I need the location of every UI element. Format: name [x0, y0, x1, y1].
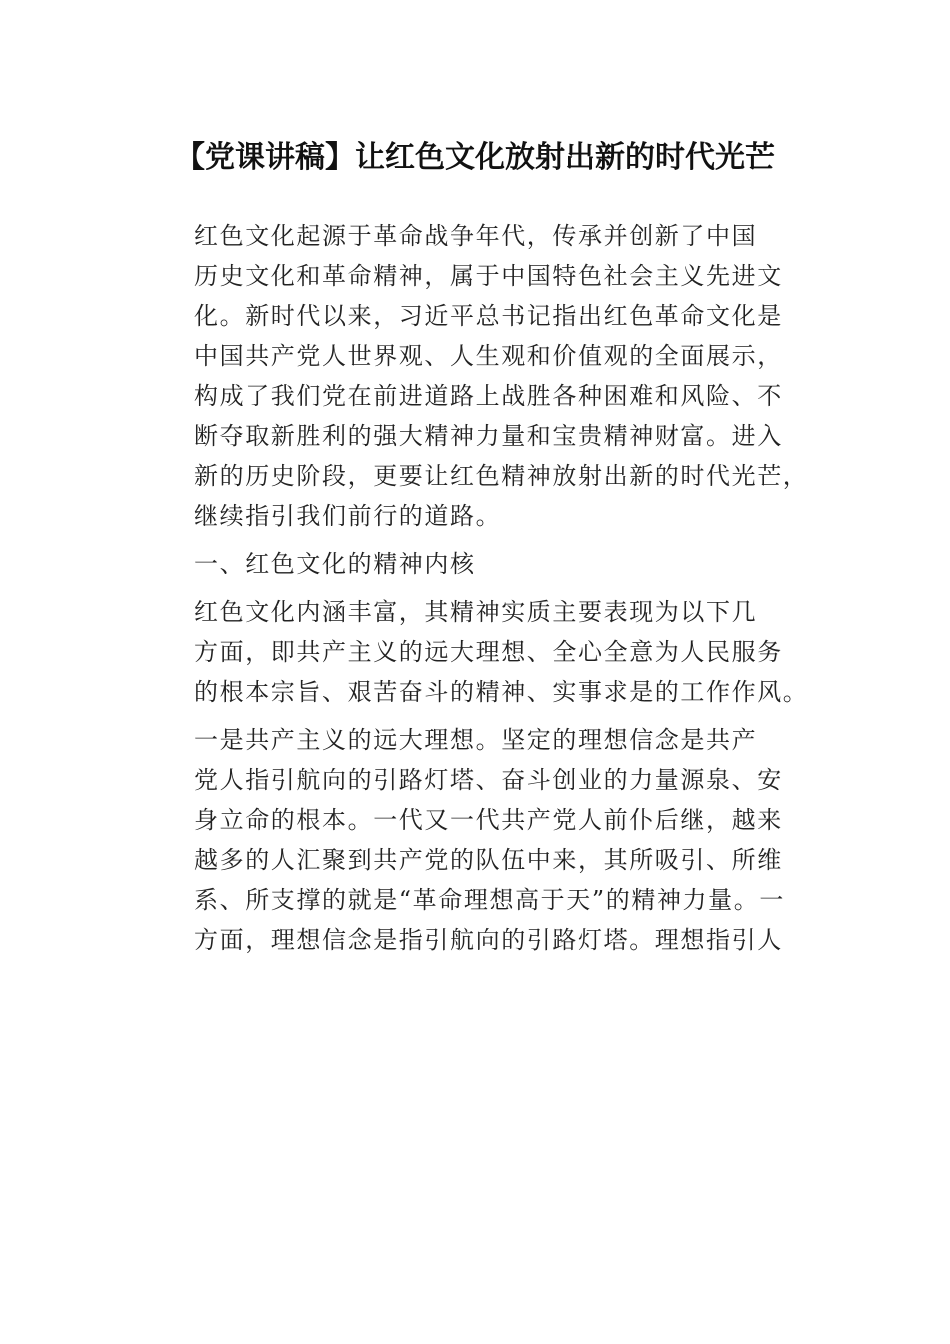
text-line: 一、红色文化的精神内核: [194, 550, 476, 578]
text-line: 红色文化内涵丰富，其精神实质主要表现为以下几: [194, 598, 758, 626]
text-line: 的根本宗旨、艰苦奋斗的精神、实事求是的工作作风。: [194, 678, 809, 706]
text-line: 继续指引我们前行的道路。: [194, 502, 502, 530]
text-line: 系、所支撑的就是“革命理想高于天”的精神力量。一: [194, 886, 785, 914]
paragraph-intro: [146, 216, 809, 536]
document-body: [146, 216, 809, 960]
paragraph-essence: [146, 592, 809, 712]
text-line: 历史文化和革命精神，属于中国特色社会主义先进文: [194, 262, 783, 290]
section-heading: [146, 544, 806, 584]
text-line: 红色文化起源于革命战争年代，传承并创新了中国: [194, 222, 758, 250]
text-line: 构成了我们党在前进道路上战胜各种困难和风险、不: [194, 382, 783, 410]
text-line: 断夺取新胜利的强大精神力量和宝贵精神财富。进入: [194, 422, 783, 450]
text-line: 化。新时代以来，习近平总书记指出红色革命文化是: [194, 302, 783, 330]
text-line: 新的历史阶段，更要让红色精神放射出新的时代光芒，: [194, 462, 809, 490]
document-title: 【党课讲稿】让红色文化放射出新的时代光芒: [175, 140, 775, 175]
text-line: 身立命的根本。一代又一代共产党人前仆后继，越来: [194, 806, 783, 834]
text-line: 一是共产主义的远大理想。坚定的理想信念是共产: [194, 726, 758, 754]
text-line: 方面，即共产主义的远大理想、全心全意为人民服务: [194, 638, 783, 666]
paragraph-ideal: [146, 720, 806, 960]
text-line: 党人指引航向的引路灯塔、奋斗创业的力量源泉、安: [194, 766, 783, 794]
text-line: 中国共产党人世界观、人生观和价值观的全面展示，: [194, 342, 783, 370]
text-line: 方面，理想信念是指引航向的引路灯塔。理想指引人: [194, 926, 783, 954]
text-line: 越多的人汇聚到共产党的队伍中来，其所吸引、所维: [194, 846, 783, 874]
